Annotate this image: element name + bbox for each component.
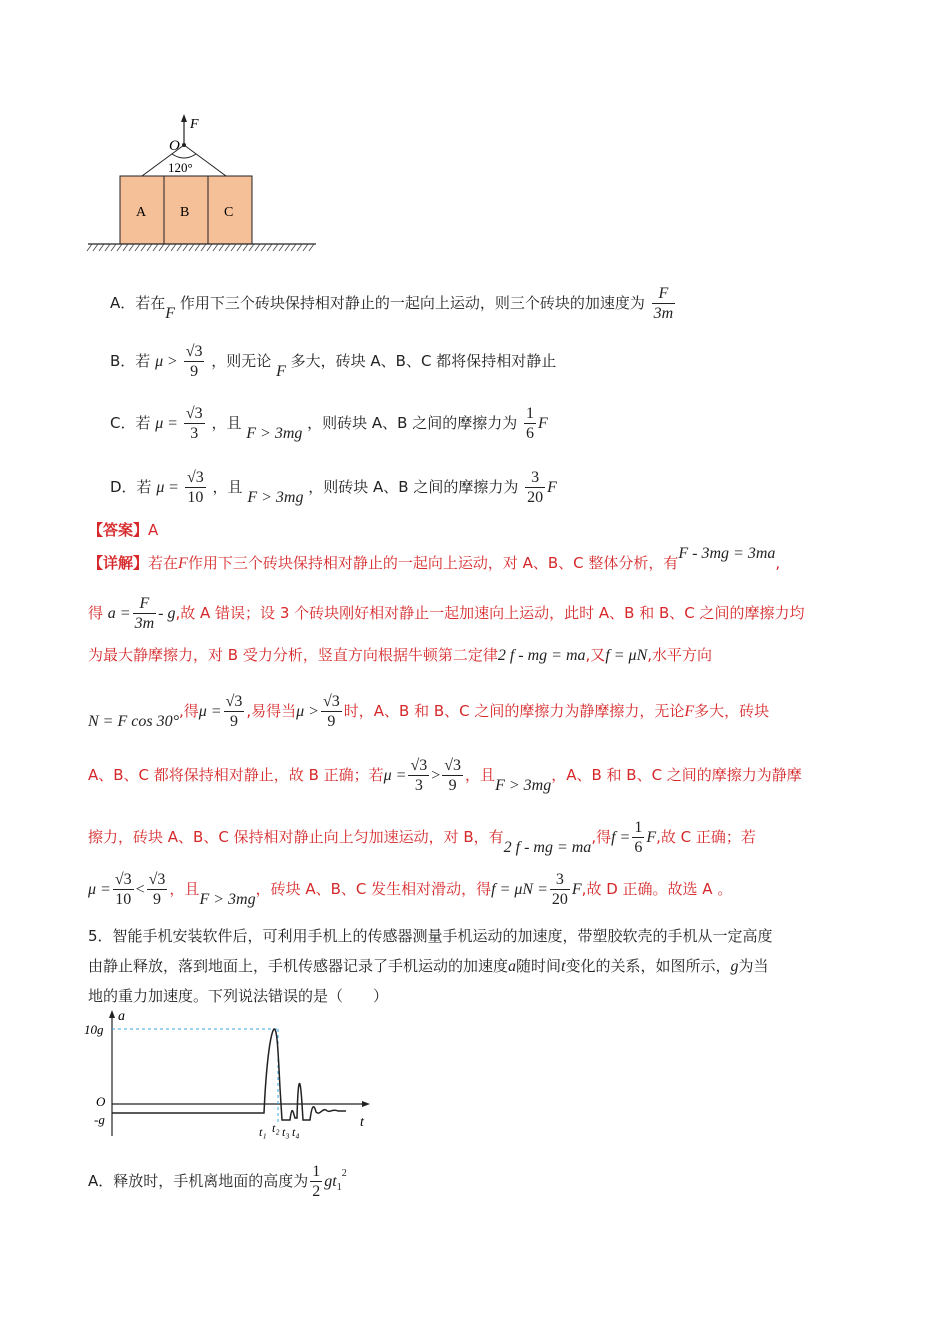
option-a-f: F	[165, 305, 176, 322]
option-b-fraction	[184, 342, 205, 381]
frac-den: 9	[190, 363, 199, 380]
hatch-line	[129, 244, 134, 251]
force-arrowhead	[181, 114, 187, 122]
option-a-fraction	[652, 284, 676, 323]
detail-text: 若在	[148, 554, 179, 572]
option-c-result-f: F	[538, 415, 548, 432]
detail-f: F	[684, 703, 695, 720]
hatch-line	[219, 244, 224, 251]
equation-op: >	[431, 767, 441, 784]
option-a-text: 作用下三个砖块保持相对静止的一起向上运动，则三个砖块的加速度为	[179, 294, 645, 312]
equation-fraction	[113, 870, 134, 909]
equation-lhs: μ >	[296, 703, 319, 720]
y-top-label: 10g	[84, 1022, 104, 1037]
frac-den: 2	[312, 1183, 321, 1200]
equation-fraction	[550, 870, 570, 909]
condition: F > 3mg	[495, 777, 552, 794]
option-d-text2: ，则砖块 A、B 之间的摩擦力为	[308, 478, 519, 496]
hatch-line	[141, 244, 146, 251]
hatch-line	[105, 244, 110, 251]
hatch-line	[93, 244, 98, 251]
hatch-line	[213, 244, 218, 251]
equation-lhs: μ =	[383, 767, 407, 784]
brick-b-label: B	[180, 205, 190, 220]
frac-den: 3	[190, 425, 199, 442]
t2-label: t₂	[272, 1121, 280, 1135]
frac-den: 9	[327, 713, 336, 730]
option-c	[110, 404, 548, 443]
frac-num: 1	[312, 1163, 321, 1180]
option-c-text: ，且	[211, 414, 242, 432]
equation-lhs: a =	[107, 605, 131, 622]
frac-num: √3	[185, 343, 203, 360]
hatch-line	[171, 244, 176, 251]
frac-num: √3	[148, 871, 166, 888]
equation-op: <	[135, 881, 145, 898]
t3-label: t₃	[282, 1125, 290, 1139]
frac-den: 9	[229, 713, 238, 730]
option-b-op: >	[167, 353, 177, 370]
detail-text: ,故 D 正确。故选 A 。	[581, 880, 733, 898]
bricks-figure	[80, 108, 330, 258]
option-c-op: =	[168, 415, 178, 432]
x-axis-label: t	[360, 1115, 364, 1130]
detail-line-1	[88, 545, 781, 575]
option-c-condition: F > 3mg	[246, 425, 303, 442]
frac-den: 3	[414, 777, 423, 794]
detail-label: 【详解】	[88, 554, 149, 572]
hatch-line	[99, 244, 104, 251]
equation-f: F	[571, 881, 582, 898]
detail-text: ，砖块 A、B、C 发生相对滑动，得	[255, 880, 492, 898]
detail-text: 得	[88, 604, 104, 622]
option-a	[110, 284, 677, 323]
ground-hatch	[87, 244, 314, 251]
q5-line-2	[88, 955, 769, 978]
option-d-condition: F > 3mg	[247, 489, 304, 506]
acceleration-graph	[84, 1008, 384, 1140]
option-c-mu: μ	[155, 415, 164, 432]
hatch-line	[261, 244, 266, 251]
q5-text: 为当	[738, 957, 769, 975]
option-b-text: ，则无论	[211, 352, 272, 370]
hatch-line	[279, 244, 284, 251]
q5-option-a-sup: 2	[341, 1168, 347, 1179]
hatch-line	[153, 244, 158, 251]
frac-den: 3m	[134, 615, 155, 632]
frac-den: 9	[448, 777, 457, 794]
option-d-op: =	[169, 479, 179, 496]
acceleration-curve	[112, 1029, 346, 1120]
equation-fraction	[147, 870, 168, 909]
hatch-line	[177, 244, 182, 251]
equation-lhs: μ =	[88, 881, 111, 898]
detail-text: ,易得当	[246, 702, 297, 720]
frac-den: 20	[527, 489, 544, 506]
q5-option-a	[88, 1162, 347, 1201]
frac-num: F	[652, 284, 676, 304]
point-o-label: O	[169, 138, 180, 154]
detail-text: ，且	[169, 880, 200, 898]
option-d-fraction	[185, 468, 206, 507]
option-d-text: ，且	[212, 478, 243, 496]
equation-fraction	[321, 692, 342, 731]
hatch-line	[111, 244, 116, 251]
hatch-line	[135, 244, 140, 251]
hatch-line	[231, 244, 236, 251]
q5-line-1: 5．智能手机安装软件后，可利用手机上的传感器测量手机运动的加速度，带塑胶软壳的手机从一定高度	[88, 927, 773, 945]
detail-line-5	[88, 756, 802, 795]
q5-option-a-fraction	[310, 1162, 322, 1201]
detail-line-7	[88, 870, 732, 909]
equation: 2 f - mg = ma	[503, 839, 592, 856]
answer-value: A	[148, 521, 159, 539]
hatch-line	[183, 244, 188, 251]
equation-rhs: - g	[158, 605, 176, 622]
hatch-line	[285, 244, 290, 251]
detail-text: 为最大静摩擦力，对 B 受力分析，竖直方向根据牛顿第二定律	[88, 646, 498, 664]
option-b-prefix: B．若	[110, 352, 151, 370]
hatch-line	[189, 244, 194, 251]
detail-text: ,	[775, 554, 781, 572]
q5-var-g: g	[730, 958, 739, 975]
angle-label: 120°	[168, 160, 193, 175]
frac-num: 1	[634, 819, 643, 836]
hatch-line	[207, 244, 212, 251]
x-arrowhead	[362, 1101, 370, 1107]
answer-label: 【答案】	[88, 521, 149, 539]
frac-num: 3	[550, 870, 570, 890]
frac-den: 6	[526, 425, 535, 442]
equation: N = F cos 30°	[88, 713, 179, 730]
equation: 2 f - mg = ma	[497, 647, 586, 664]
t4-label: t₄	[292, 1125, 300, 1139]
detail-text: ,又	[585, 646, 606, 664]
hatch-line	[297, 244, 302, 251]
hatch-line	[237, 244, 242, 251]
hatch-line	[147, 244, 152, 251]
detail-f: F	[178, 555, 188, 572]
option-b-mu: μ	[155, 353, 164, 370]
option-b	[110, 342, 556, 381]
equation: f = μN	[605, 647, 648, 664]
detail-text: 作用下三个砖块保持相对静止的一起向上运动，对 A、B、C 整体分析，有	[187, 554, 679, 572]
hatch-line	[309, 244, 314, 251]
detail-text: ,故 C 正确；若	[656, 828, 756, 846]
frac-num: √3	[225, 693, 243, 710]
hatch-line	[117, 244, 122, 251]
hatch-line	[123, 244, 128, 251]
detail-text: 多大，砖块	[694, 702, 770, 720]
equation-lhs: μ =	[198, 703, 222, 720]
hatch-line	[165, 244, 170, 251]
frac-num: √3	[444, 757, 462, 774]
equation-fraction	[632, 818, 644, 857]
option-b-text-end: 多大，砖块 A、B、C 都将保持相对静止	[290, 352, 557, 370]
hatch-line	[267, 244, 272, 251]
hatch-line	[249, 244, 254, 251]
frac-num: 3	[525, 468, 545, 488]
option-d-prefix: D．若	[110, 478, 152, 496]
hatch-line	[273, 244, 278, 251]
hatch-line	[159, 244, 164, 251]
brick-c-label: C	[224, 205, 234, 220]
frac-den: 20	[551, 891, 568, 908]
option-c-fraction	[184, 404, 205, 443]
frac-num: √3	[185, 405, 203, 422]
equation: F - 3mg = 3ma	[678, 545, 776, 562]
frac-den: 10	[187, 489, 204, 506]
detail-line-3	[88, 644, 712, 667]
origin-label: O	[96, 1094, 106, 1109]
detail-line-2	[88, 594, 805, 633]
frac-den: 6	[634, 839, 643, 856]
option-d	[110, 468, 557, 507]
y-axis-label: a	[118, 1009, 125, 1024]
equation-fraction	[224, 692, 245, 731]
detail-line-4	[88, 692, 769, 731]
y-arrowhead	[109, 1010, 115, 1018]
t1-label: t₁	[259, 1125, 267, 1139]
hatch-line	[291, 244, 296, 251]
option-d-mu: μ	[156, 479, 165, 496]
option-c-prefix: C．若	[110, 414, 151, 432]
detail-text: 时，A、B 和 B、C 之间的摩擦力为静摩擦力，无论	[343, 702, 685, 720]
angle-arc	[172, 154, 196, 158]
equation-fraction	[133, 594, 157, 633]
equation-lhs: f = μN =	[491, 881, 548, 898]
frac-den: 10	[115, 891, 132, 908]
frac-num: √3	[410, 757, 428, 774]
hatch-line	[243, 244, 248, 251]
q5-option-a-sub: 1	[336, 1182, 342, 1193]
q5-option-a-g: g	[324, 1173, 333, 1190]
hatch-line	[303, 244, 308, 251]
equation-lhs: f =	[611, 829, 631, 846]
option-d-result	[525, 468, 545, 507]
frac-num: 1	[526, 405, 535, 422]
option-a-prefix: A．若在	[110, 294, 166, 312]
frac-num: √3	[114, 871, 132, 888]
detail-text: ,水平方向	[647, 646, 713, 664]
detail-text: A、B、C 都将保持相对静止，故 B 正确；若	[88, 766, 384, 784]
brick-a-label: A	[136, 205, 147, 220]
q5-option-a-text: A．释放时，手机离地面的高度为	[88, 1172, 309, 1190]
detail-text: ,得	[178, 702, 199, 720]
frac-num: √3	[322, 693, 340, 710]
q5-var-a: a	[508, 958, 517, 975]
detail-text: ，A、B 和 B、C 之间的摩擦力为静摩	[551, 766, 802, 784]
option-c-text2: ，则砖块 A、B 之间的摩擦力为	[307, 414, 518, 432]
option-c-result	[524, 404, 536, 443]
hatch-line	[195, 244, 200, 251]
detail-text: 擦力，砖块 A、B、C 保持相对静止向上匀加速运动，对 B，有	[88, 828, 504, 846]
equation-fraction	[408, 756, 429, 795]
frac-den: 9	[153, 891, 162, 908]
answer	[88, 519, 158, 541]
q5-line-3: 地的重力加速度。下列说法错误的是（ ）	[88, 987, 389, 1005]
detail-text: ,故 A 错误；设 3 个砖块刚好相对静止一起加速向上运动，此时 A、B 和 B、C 之间的摩擦力均	[175, 604, 805, 622]
hatch-line	[87, 244, 92, 251]
detail-text: ，且	[465, 766, 496, 784]
hatch-line	[201, 244, 206, 251]
equation-f: F	[646, 829, 657, 846]
force-label: F	[190, 117, 199, 132]
q5-text: 变化的关系，如图所示，	[565, 957, 731, 975]
q5-text: 随时间	[516, 957, 562, 975]
equation-fraction	[442, 756, 463, 795]
hatch-line	[225, 244, 230, 251]
detail-line-6	[88, 818, 756, 857]
frac-num: F	[133, 594, 157, 614]
frac-den: 3m	[653, 305, 674, 322]
option-d-result-f: F	[547, 479, 557, 496]
option-b-f: F	[276, 363, 286, 380]
q5-option-a-t: t	[332, 1173, 337, 1190]
y-neg-label: -g	[94, 1112, 105, 1127]
q5-var-t: t	[561, 958, 566, 975]
condition: F > 3mg	[199, 891, 256, 908]
detail-text: ,得	[591, 828, 612, 846]
frac-num: √3	[186, 469, 204, 486]
q5-text: 由静止释放，落到地面上，手机传感器记录了手机运动的加速度	[88, 957, 509, 975]
hatch-line	[255, 244, 260, 251]
